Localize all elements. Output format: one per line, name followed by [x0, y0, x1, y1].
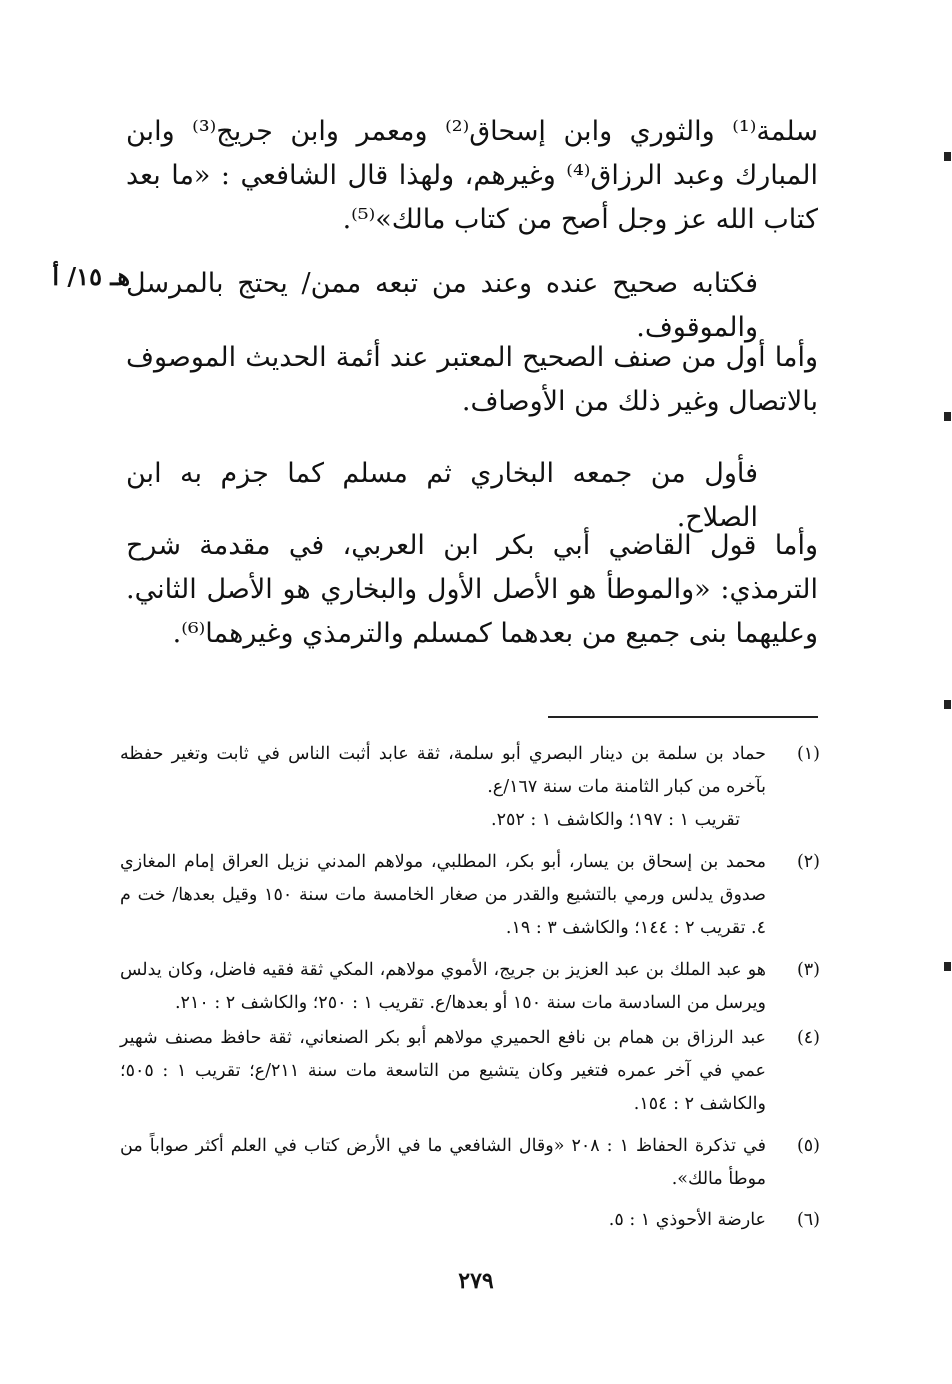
footnote-number: (٣) [796, 960, 820, 980]
footnote-4 [120, 1022, 820, 1121]
footnote-text: في تذكرة الحفاظ ١ : ٢٠٨ «وقال الشافعي ما في الأرض كتاب في العلم أكثر صواباً من موطأ مالك». [120, 1136, 766, 1189]
footnote-number: (٤) [796, 1028, 820, 1048]
footnote-1 [120, 738, 820, 837]
footnote-text: هو عبد الملك بن عبد العزيز بن جريج، الأموي مولاهم، المكي ثقة فقيه فاضل، وكان يدلس ويرسل من السادسة مات سنة ١٥٠ أو بعدها/ع. تقريب ١ : ٢٥٠؛ والكاشف ٢ : ٢١٠. [120, 960, 766, 1013]
footnote-reference: تقريب ١ : ١٩٧؛ والكاشف ١ : ٢٥٢. [491, 810, 740, 830]
scan-edge-mark [944, 962, 951, 971]
scan-edge-mark [944, 152, 951, 161]
footnote-6 [120, 1204, 820, 1237]
footnote-text: عارضة الأحوذي ١ : ٥. [608, 1210, 766, 1230]
paragraph-1: سلمة⁽¹⁾ والثوري وابن إسحاق⁽²⁾ ومعمر وابن جريج⁽³⁾ وابن المبارك وعبد الرزاق⁽⁴⁾ وغيرهم، ولهذا قال الشافعي : «ما بعد كتاب الله عز وجل أصح من كتاب مالك»⁽⁵⁾. [126, 116, 818, 235]
footnote-2 [120, 846, 820, 945]
footnote-text: عبد الرزاق بن همام بن نافع الحميري مولاهم أبو بكر الصنعاني، ثقة حافظ مصنف شهير عمي في آخر عمره فتغير وكان يتشيع من التاسعة مات سنة ٢١١/ع؛ تقريب ١ : ٥٠٥؛ والكاشف ٢ : ١٥٤. [120, 1028, 767, 1114]
footnote-number: (٦) [796, 1210, 820, 1230]
paragraph-2: فكتابه صحيح عنده وعند من تبعه ممن/ يحتج بالمرسل والموقوف. [126, 268, 758, 343]
footnote-number: (٢) [796, 852, 820, 872]
manuscript-folio-marker: هـ ١٥/ أ [52, 262, 130, 291]
paragraph-4: فأول من جمعه البخاري ثم مسلم كما جزم به ابن الصلاح. [126, 458, 758, 533]
footnote-text: حماد بن سلمة بن دينار البصري أبو سلمة، ثقة عابد أثبت الناس في ثابت وتغير حفظه بآخره من كبار الثامنة مات سنة ١٦٧/ع. [120, 744, 766, 797]
footnote-5 [120, 1130, 820, 1196]
scan-edge-mark [944, 700, 951, 709]
scan-edge-mark [944, 412, 951, 421]
footnote-text: محمد بن إسحاق بن يسار، أبو بكر، المطلبي، مولاهم المدني نزيل العراق إمام المغازي صدوق يدلس ورمي بالتشيع والقدر من صغار الخامسة مات سنة ١٥٠ وقيل بعدها/ خت م ٤. تقريب ٢ : ١٤٤؛ والكاشف ٣ : ١٩. [120, 852, 766, 938]
paragraph-3: وأما أول من صنف الصحيح المعتبر عند أئمة الحديث الموصوف بالاتصال وغير ذلك من الأوصاف. [126, 342, 818, 417]
footnote-3 [120, 954, 820, 1020]
page-number: ٢٧٩ [458, 1268, 494, 1294]
footnote-number: (٥) [796, 1136, 820, 1156]
footnote-number: (١) [796, 744, 820, 764]
paragraph-5: وأما قول القاضي أبي بكر ابن العربي، في مقدمة شرح الترمذي: «والموطأ هو الأصل الأول والبخاري هو الأصل الثاني. وعليهما بنى جميع من بعدهما كمسلم والترمذي وغيرهما⁽⁶⁾. [126, 530, 818, 649]
footnote-divider [548, 716, 818, 718]
